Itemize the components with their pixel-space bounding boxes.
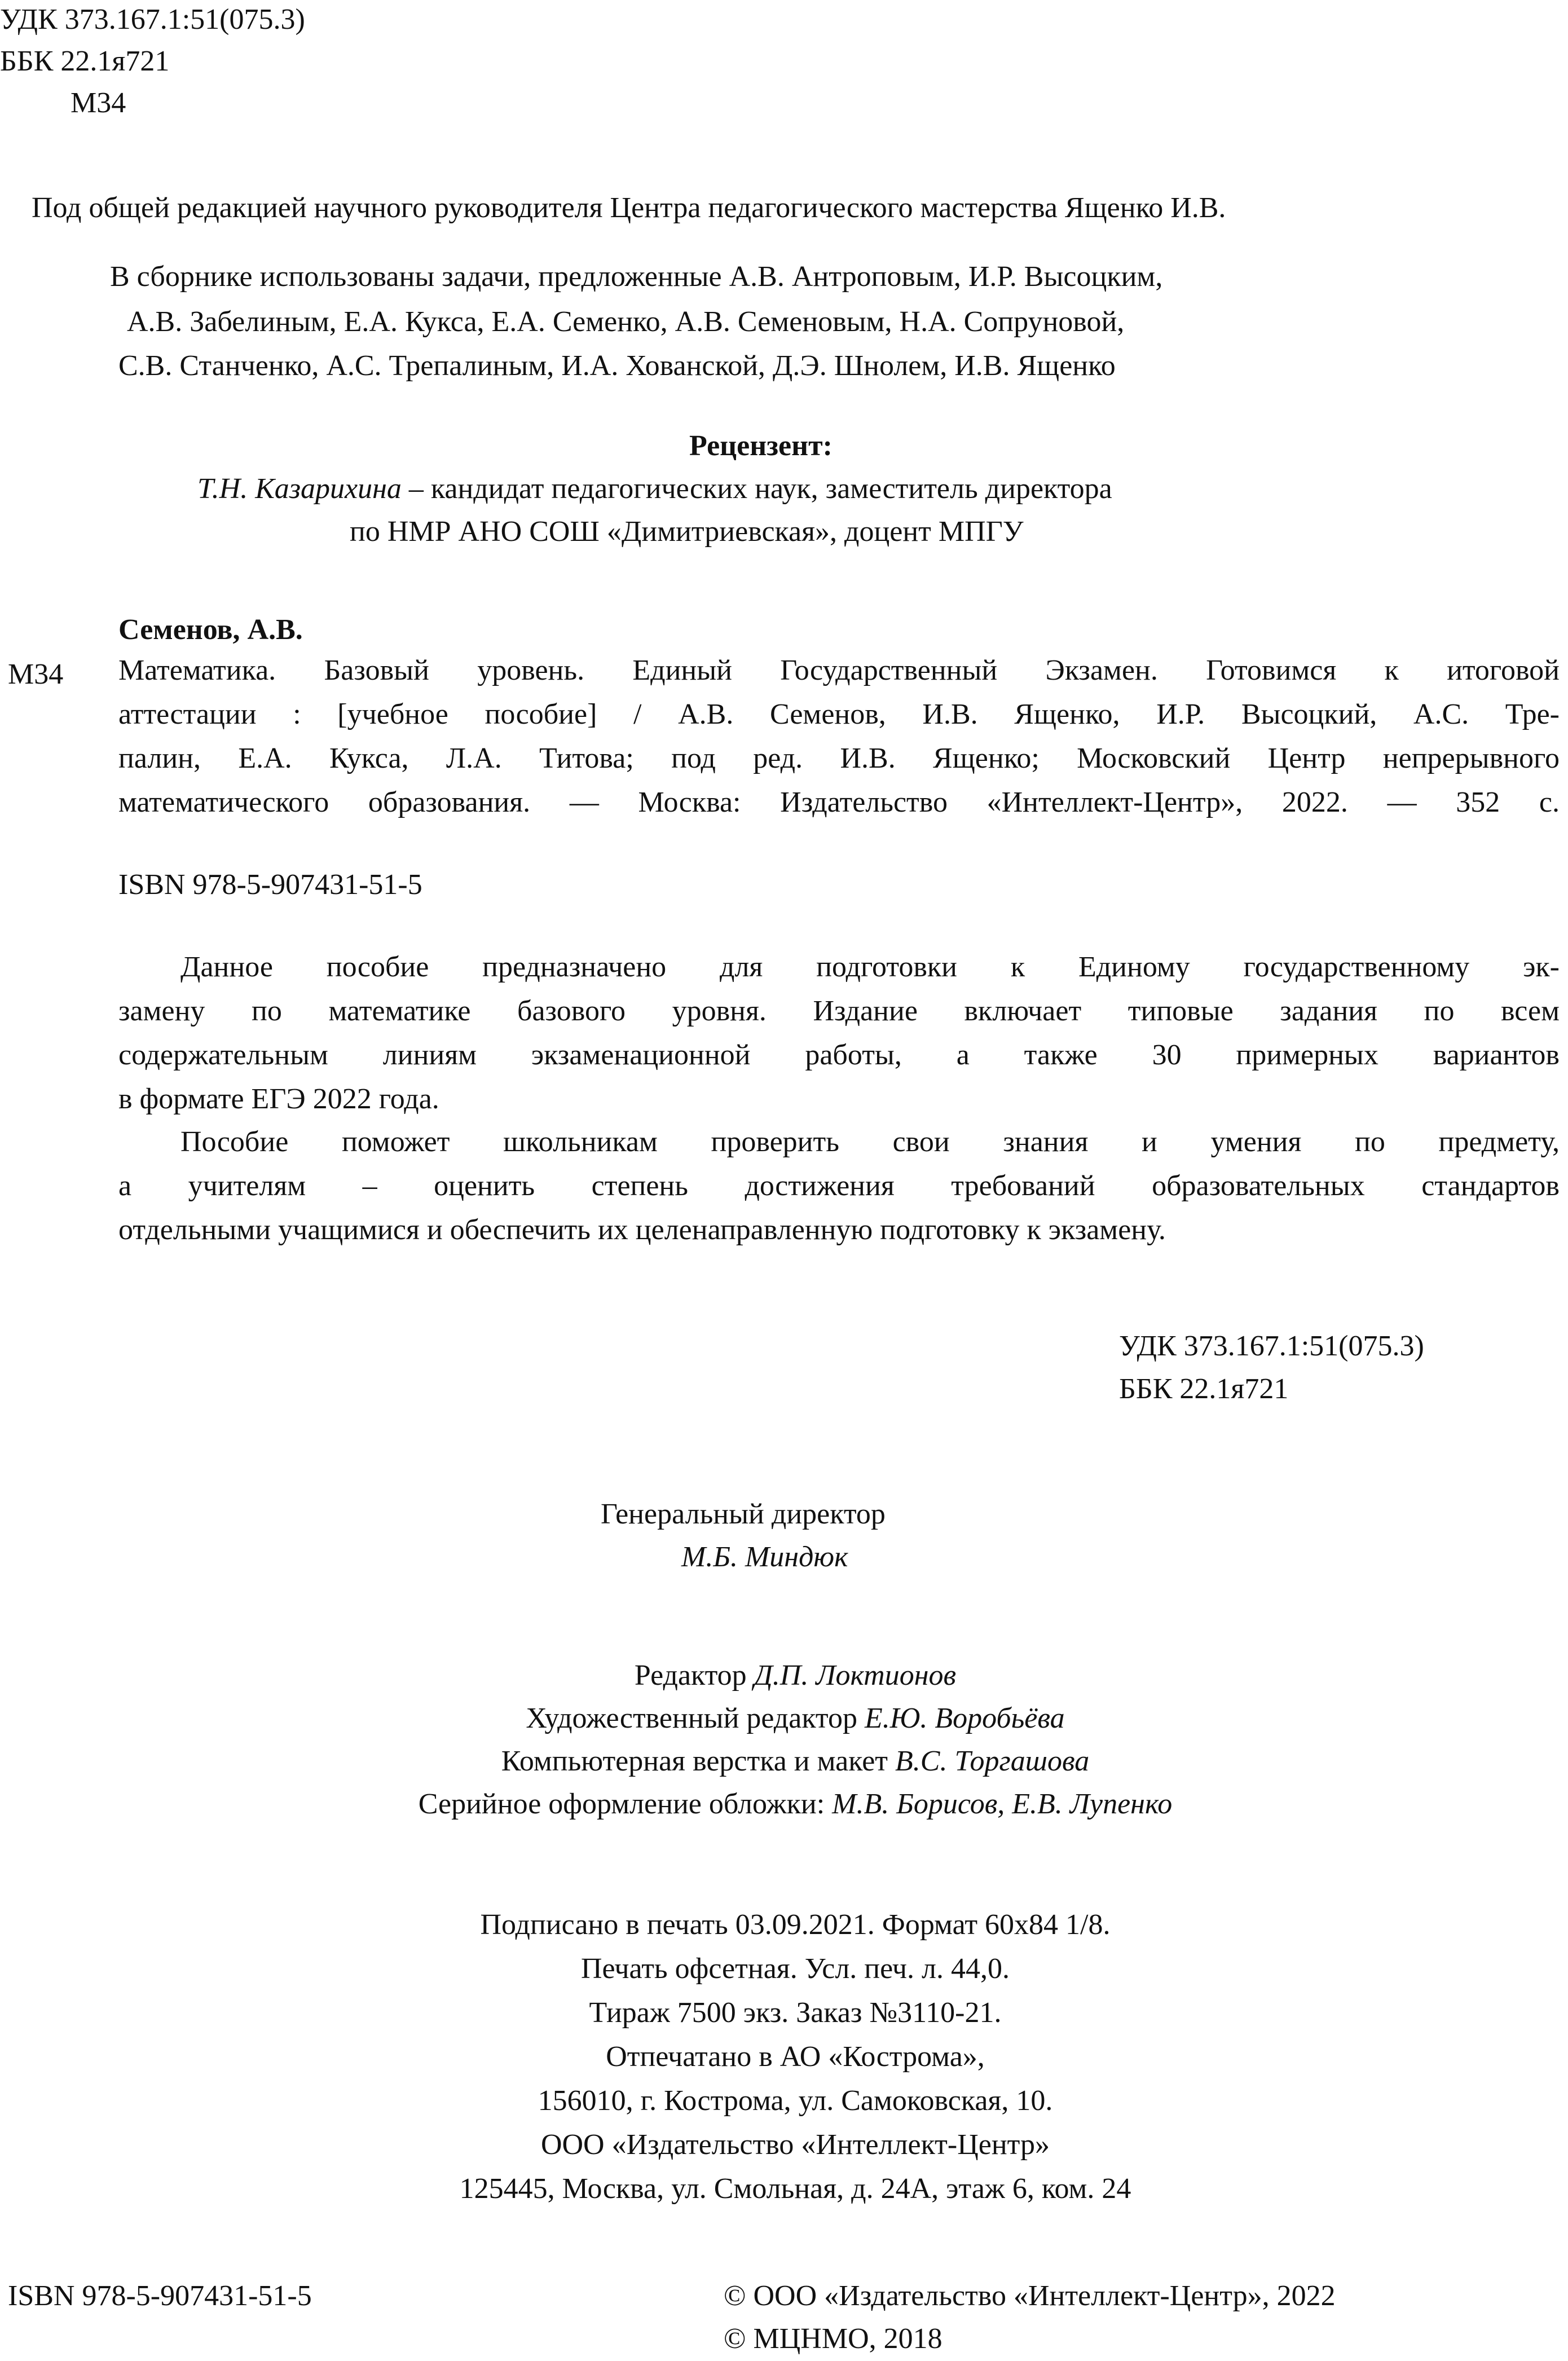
annotation-p1-line-2: замену по математике базового уровня. Издание включает типовые задания по всем [118,995,1560,1027]
imprint-line-3: Тираж 7500 экз. Заказ №3110-21. [589,1997,1002,2029]
author-mark: М34 [71,87,126,119]
reviewer-heading: Рецензент: [689,430,833,462]
imprint-line-2: Печать офсетная. Усл. печ. л. 44,0. [580,1953,1010,1985]
imprint-line-1: Подписано в печать 03.09.2021. Формат 60х84 1/8. [480,1909,1111,1941]
credit-name: Е.Ю. Воробьёва [864,1702,1065,1734]
annotation-p2-line-1: Пособие поможет школьникам проверить свои знания и умения по предмету, [180,1126,1560,1158]
footer-isbn: ISBN 978-5-907431-51-5 [8,2280,312,2312]
credit-role: Редактор [634,1659,754,1692]
reviewer-line-1 [197,467,1112,511]
annotation-p1-line-1: Данное пособие предназначено для подготовки к Единому государственному эк- [180,951,1560,983]
bbk-code-right: ББК 22.1я721 [1119,1373,1289,1405]
credit-art-editor [11,1697,1568,1741]
udk-code: УДК 373.167.1:51(075.3) [0,3,305,36]
credit-editor [11,1654,1568,1698]
bib-code: М34 [8,658,64,690]
bib-line-3: палин, Е.А. Кукса, Л.А. Титова; под ред. И.В. Ященко; Московский Центр непрерывного [118,742,1560,774]
editorship-note: Под общей редакцией научного руководителя Центра педагогического мастерства Ященко И.В. [32,192,1226,224]
reviewer-position: – кандидат педагогических наук, заместитель директора [401,473,1112,505]
reviewer-name: Т.Н. Казарихина [197,473,402,505]
copyright-publisher: © ООО «Издательство «Интеллект-Центр», 2022 [724,2280,1336,2312]
bib-line-1: Математика. Базовый уровень. Единый Государственный Экзамен. Готовимся к итоговой [118,654,1560,686]
contributors-line-3: С.В. Станченко, А.С. Трепалиным, И.А. Хованской, Д.Э. Шнолем, И.В. Ященко [118,350,1116,382]
credit-role: Компьютерная верстка и макет [501,1745,896,1777]
reviewer-line-2: по НМР АНО СОШ «Димитриевская», доцент МПГУ [350,516,1024,548]
imprint-line-7: 125445, Москва, ул. Смольная, д. 24А, этаж 6, ком. 24 [459,2173,1131,2205]
annotation-p2-line-3: отдельными учащимися и обеспечить их целенаправленную подготовку к экзамену. [118,1214,1166,1246]
credit-layout [11,1739,1568,1783]
bib-isbn: ISBN 978-5-907431-51-5 [118,869,422,901]
contributors-line-1: В сборнике использованы задачи, предложенные А.В. Антроповым, И.Р. Высоцким, [110,261,1163,293]
contributors-line-2: А.В. Забелиным, Е.А. Кукса, Е.А. Семенко, А.В. Семеновым, Н.А. Сопруновой, [127,306,1125,338]
credit-cover [11,1782,1568,1826]
director-name: М.Б. Миндюк [681,1541,848,1573]
imprint-line-4: Отпечатано в АО «Кострома», [606,2041,985,2073]
imprint-line-6: ООО «Издательство «Интеллект-Центр» [540,2129,1050,2161]
udk-code-right: УДК 373.167.1:51(075.3) [1119,1330,1424,1362]
annotation-p1-line-4: в формате ЕГЭ 2022 года. [118,1083,439,1115]
copyright-mccme: © МЦНМО, 2018 [724,2323,942,2355]
bib-author: Семенов, А.В. [118,614,303,646]
annotation-p1-line-3: содержательным линиям экзаменационной работы, а также 30 примерных вариантов [118,1039,1560,1071]
bib-line-4: математического образования. — Москва: Издательство «Интеллект-Центр», 2022. — 352 с. [118,786,1560,818]
bbk-code: ББК 22.1я721 [0,45,170,77]
bib-line-2: аттестации : [учебное пособие] / А.В. Семенов, И.В. Ященко, И.Р. Высоцкий, А.С. Тре- [118,698,1560,730]
credit-role: Серийное оформление обложки: [418,1788,833,1820]
credit-name: М.В. Борисов, Е.В. Лупенко [832,1788,1173,1820]
credit-name: В.С. Торгашова [895,1745,1090,1777]
annotation-p2-line-2: а учителям – оценить степень достижения требований образовательных стандартов [118,1170,1560,1202]
imprint-line-5: 156010, г. Кострома, ул. Самоковская, 10. [538,2085,1053,2117]
director-title: Генеральный директор [601,1498,886,1530]
credit-role: Художественный редактор [526,1702,865,1734]
credit-name: Д.П. Локтионов [754,1659,957,1692]
